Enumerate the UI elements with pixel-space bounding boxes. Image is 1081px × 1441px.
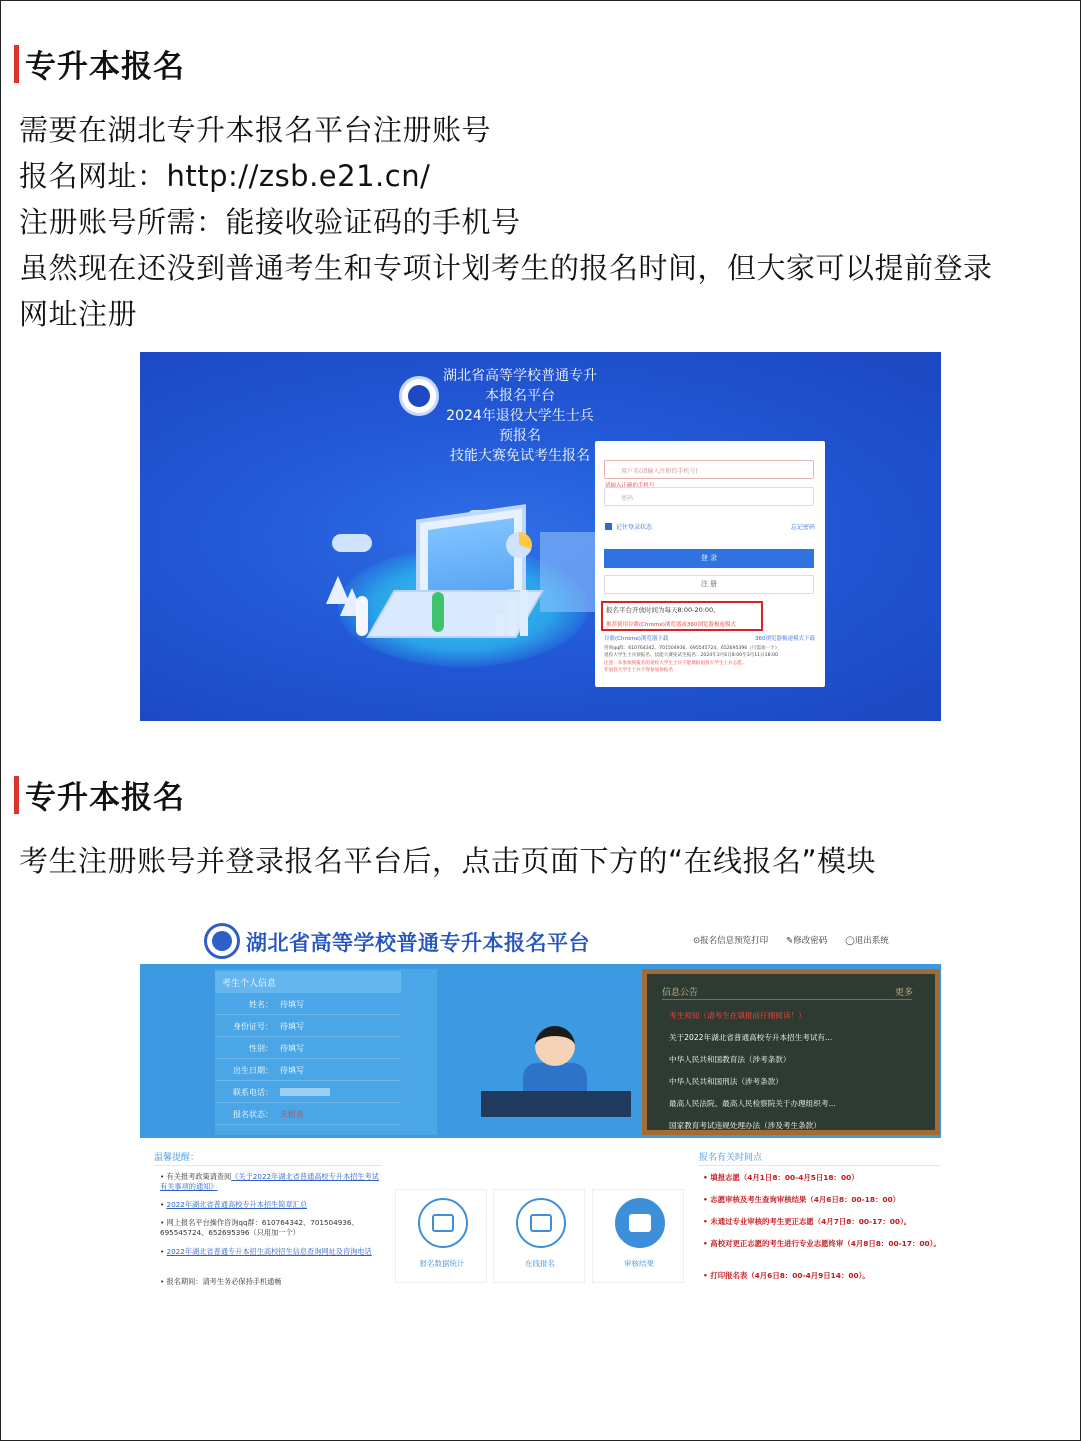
news-item[interactable]: 国家教育考试违规处理办法（涉及考生条款） (669, 1121, 821, 1130)
timeline-panel (693, 1144, 941, 1291)
change-password-link[interactable]: ✎修改密码 (786, 936, 828, 946)
tip-item: • 2022年湖北省普通高校专升本招生简章汇总 (160, 1200, 308, 1209)
card-label: 报名数据统计 (419, 1259, 465, 1268)
notice-browser: 推荐使用谷歌(Chrome)浏览器或360浏览器极速模式 (606, 622, 736, 628)
student-head-icon (535, 1026, 575, 1066)
site-title: 湖北省高等学校普通专升本报名平台 (246, 931, 590, 955)
tip-link[interactable]: 2022年湖北省普通高校专升本招生简章汇总 (166, 1200, 308, 1209)
news-item[interactable]: 中华人民共和国刑法（涉考条款） (669, 1077, 783, 1086)
heading-accent-bar (14, 776, 19, 814)
print-preview-link[interactable]: ⊙报名信息预览打印 (693, 936, 769, 946)
portal-screenshot (140, 913, 941, 1291)
360-download-link[interactable]: 360浏览器极速模式下载 (755, 636, 815, 642)
login-header-title (440, 366, 600, 466)
more-link[interactable]: 更多 (894, 988, 913, 998)
header-line: 湖北省高等学校普通专升本报名平台 (443, 368, 597, 404)
time-item: • 高校对更正志愿的考生进行专业志愿终审（4月8日8：00-17：00）。 (703, 1239, 941, 1248)
status-value: 未报名 (280, 1110, 304, 1119)
fine-line: 注意：未参加预报名的退役大学生士兵不能填报退役大学生士兵志愿。 (604, 660, 747, 666)
person-icon (432, 592, 444, 632)
time-item: • 打印报名表（4月6日8：00-4月9日14：00）。 (703, 1271, 870, 1280)
times-head: 报名有关时间点 (699, 1153, 763, 1163)
info-key: 出生日期： (233, 1066, 273, 1075)
news-item[interactable]: 中华人民共和国教育法（涉考条款） (669, 1055, 791, 1064)
fine-print (604, 645, 818, 675)
online-registration-card[interactable] (493, 1189, 585, 1283)
password-input[interactable]: 密码 (604, 487, 814, 506)
times-divider (699, 1165, 941, 1166)
fine-line: 咨询qq群：610764342、701504936、695545724、652695396（只需加一个） (604, 646, 780, 651)
checkbox-icon (605, 523, 612, 530)
info-value: 待填写 (280, 1022, 304, 1031)
para-line: 报名网址：http://zsb.e21.cn/ (19, 159, 431, 193)
platform-logo-icon (204, 923, 240, 959)
login-screenshot (140, 352, 941, 721)
para-line: 需要在湖北专升本报名平台注册账号 (19, 113, 492, 147)
info-value-blurred (280, 1088, 330, 1096)
para-line: 虽然现在还没到普通考生和专项计划考生的报名时间，但大家可以提前登录 (19, 251, 993, 285)
section2-paragraph: 考生注册账号并登录报名平台后，点击页面下方的“在线报名”模块 (19, 844, 877, 878)
info-row (215, 1037, 401, 1059)
para-line: 注册账号所需：能接收验证码的手机号 (19, 205, 521, 239)
info-value: 待填写 (280, 1066, 304, 1075)
login-form (595, 441, 825, 687)
review-result-card[interactable] (592, 1189, 684, 1283)
tip-item: • 报名期间：请考生务必保持手机通畅 (160, 1277, 282, 1286)
news-item[interactable]: 最高人民法院、最高人民检察院关于办理组织考... (669, 1099, 836, 1108)
tip-link[interactable]: 2022年湖北省普通专升本招生高校招生信息查询网址及咨询电话 (166, 1247, 372, 1256)
cloud-icon (332, 534, 372, 552)
remember-label: 记住登录状态 (616, 524, 653, 531)
tips-head: 温馨提醒： (154, 1153, 200, 1163)
header-line: 技能大赛免试考生报名 (450, 448, 590, 464)
info-head: 考生个人信息 (215, 971, 401, 993)
tip-item: • 2022年湖北省普通专升本招生高校招生信息查询网址及咨询电话 (160, 1247, 372, 1256)
top-links (693, 934, 889, 946)
notice-box (601, 601, 763, 631)
fine-line: 非退役大学生士兵不得参加预报名 (604, 668, 673, 674)
info-key: 报名状态： (233, 1110, 273, 1119)
tips-panel (148, 1144, 382, 1291)
notice-hours: 报名平台开放时间为每天8:00-20:00。 (606, 606, 720, 614)
edit-form-icon (516, 1198, 566, 1248)
section-heading-2 (14, 772, 185, 817)
username-input[interactable]: 用户名(请输入注册的手机号) (604, 460, 814, 479)
register-button[interactable]: 注 册 (604, 575, 814, 594)
pie-chart-icon (506, 532, 532, 558)
tips-divider (154, 1165, 382, 1166)
id-card-icon (418, 1198, 468, 1248)
fine-line: 退役大学生士兵预报名、技能大赛免试生报名：2024年3月6日8:00至3月11日18:00 (604, 653, 778, 659)
info-value: 待填写 (280, 1000, 304, 1009)
info-key: 性别： (249, 1044, 273, 1053)
board-head: 信息公告 (662, 988, 699, 998)
info-row (215, 1081, 401, 1103)
username-error: 请输入正确的手机号 (605, 483, 655, 489)
section-title-text: 专升本报名 (25, 780, 185, 816)
info-key: 姓名： (249, 1000, 273, 1009)
login-button[interactable]: 登 录 (604, 549, 814, 568)
tip-link[interactable]: 《关于2022年湖北省普通高校专升本招生考试有关事项的通知》 (160, 1172, 379, 1191)
section1-paragraph (19, 107, 993, 337)
logout-link[interactable]: ◯退出系统 (845, 936, 889, 946)
info-row (215, 1015, 401, 1037)
forgot-password-link[interactable]: 忘记密码 (790, 524, 815, 531)
personal-info-panel (215, 969, 437, 1135)
info-key: 联系电话： (233, 1088, 273, 1097)
tip-item: • 网上报名平台操作咨询qq群：610764342、701504936、695545724、652695396（只用加一个） (160, 1218, 359, 1237)
info-row (215, 1059, 401, 1081)
card-label: 审核结果 (624, 1259, 654, 1268)
board-divider (662, 999, 912, 1000)
header-line: 2024年退役大学生士兵预报名 (446, 408, 594, 444)
announcement-board (642, 969, 940, 1135)
time-item: • 未通过专业审核的考生更正志愿（4月7日8：00-17：00）。 (703, 1217, 912, 1226)
time-item: • 填报志愿（4月1日8：00-4月5日18：00） (703, 1173, 859, 1182)
para-line: 网址注册 (19, 297, 138, 331)
tip-item: • 有关报考政策请查阅《关于2022年湖北省普通高校专升本招生考试有关事项的通知》 (160, 1172, 379, 1191)
stats-card[interactable] (395, 1189, 487, 1283)
keyboard-icon (366, 590, 544, 638)
time-item: • 志愿审核及考生查询审核结果（4月6日8：00-18：00） (703, 1195, 901, 1204)
chrome-download-link[interactable]: 谷歌(Chrome)浏览器下载 (604, 636, 669, 642)
card-label: 在线报名 (525, 1259, 555, 1268)
mail-check-icon (615, 1198, 665, 1248)
news-item[interactable]: 关于2022年湖北省普通高校专升本招生考试有... (669, 1033, 833, 1042)
person-icon (356, 596, 368, 636)
platform-logo-icon (399, 376, 439, 416)
heading-accent-bar (14, 45, 19, 83)
desk-icon (481, 1091, 631, 1117)
remember-checkbox[interactable] (605, 522, 652, 531)
section-title-text: 专升本报名 (25, 49, 185, 85)
info-key: 身份证号： (233, 1022, 273, 1031)
section-heading-1 (14, 41, 185, 86)
news-item[interactable]: 考生须知（请考生在填报前仔细阅读！） (669, 1011, 806, 1020)
info-row (215, 993, 401, 1015)
info-row (215, 1103, 401, 1125)
info-value: 待填写 (280, 1044, 304, 1053)
